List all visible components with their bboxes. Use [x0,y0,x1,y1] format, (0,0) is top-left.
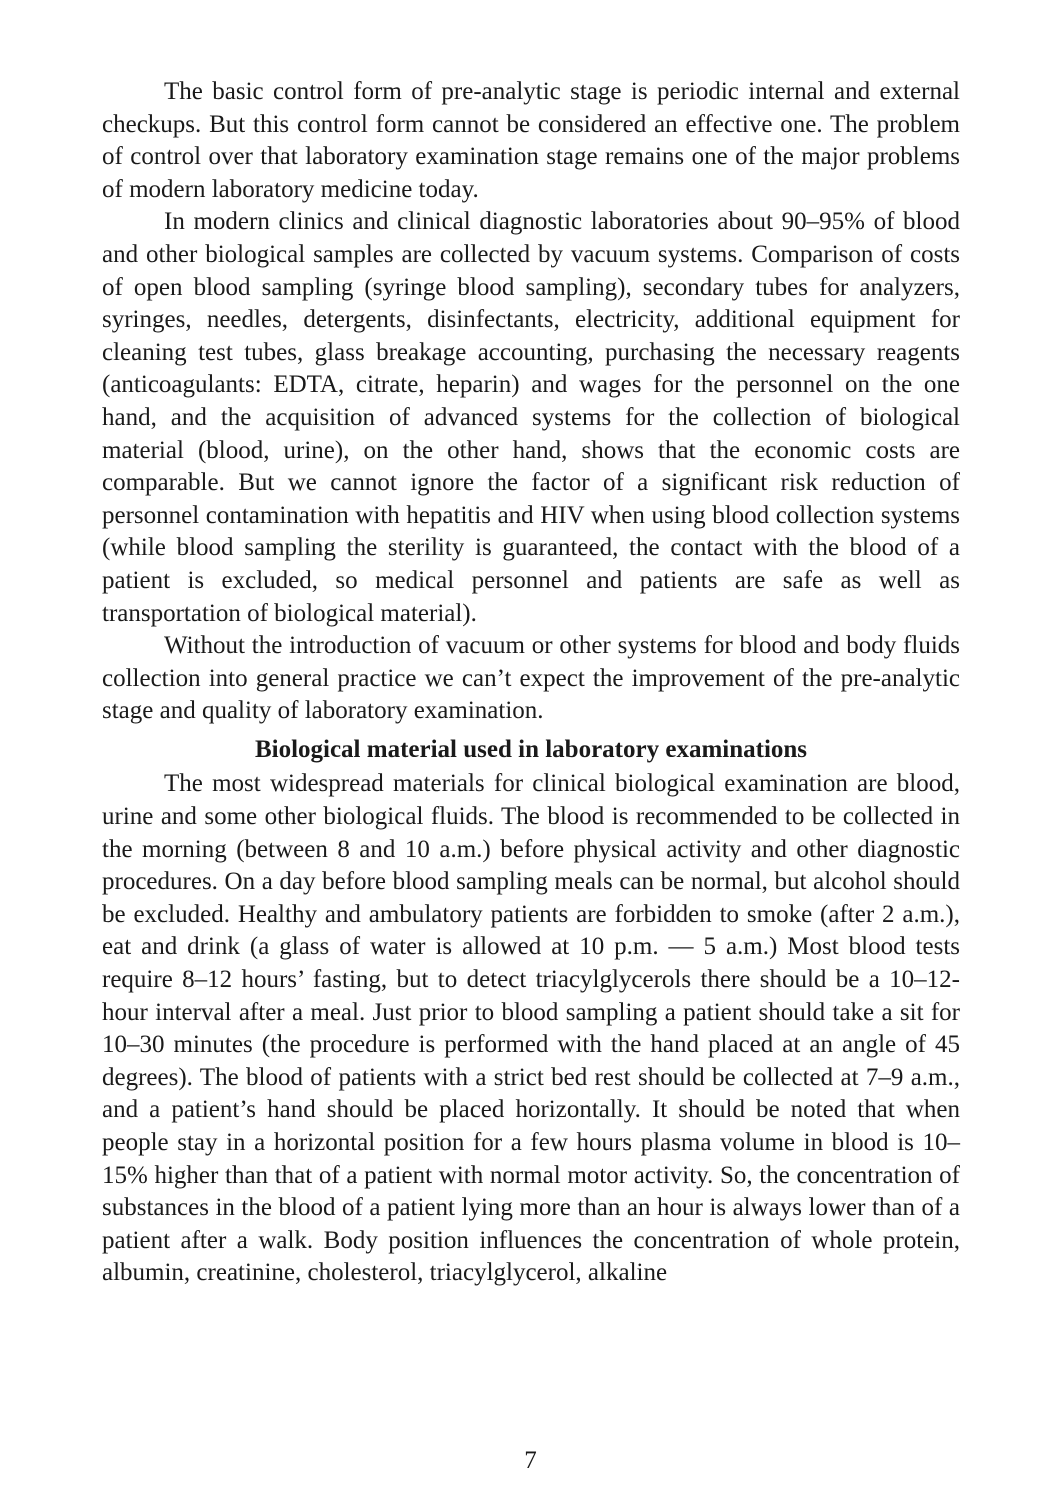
paragraph-biological-material: The most widespread materials for clinical biological examination are blood, urine and some other biological fluids. The blood is recommended to be collected in the morning (between 8 and 10 a.m.) before physical activity and other diagnostic procedures. On a day before blood sampling meals can be normal, but alcohol should be excluded. Healthy and ambulatory patients are forbidden to smoke (after 2 a.m.), eat and drink (a glass of water is allowed at 10 p.m. — 5 a.m.) Most blood tests require 8–12 hours’ fasting, but to detect triacylglycerols there should be a 10–12-hour interval after a meal. Just prior to blood sampling a patient should take a sit for 10–30 minutes (the procedure is performed with the hand placed at an angle of 45 degrees). The blood of patients with a strict bed rest should be collected at 7–9 a.m., and a patient’s hand should be placed horizontally. It should be noted that when people stay in a horizontal position for a few hours plasma volume in blood is 10–15% higher than that of a patient with normal motor activity. So, the concentration of substances in the blood of a patient lying more than an hour is always lower than of a patient after a walk. Body position influences the concentration of whole protein, albumin, creatinine, cholesterol, triacylglycerol, alkaline [102,770,960,1287]
page-body [102,76,960,1290]
page-number: 7 [524,1447,537,1474]
paragraph-vacuum-systems: In modern clinics and clinical diagnostic laboratories about 90–95% of blood and other biological samples are collected by vacuum systems. Comparison of costs of open blood sampling (syringe blood sampling), secondary tubes for analyzers, syringes, needles, detergents, disinfectants, electricity, additional equipment for cleaning test tubes, glass breakage accounting, purchasing the necessary reagents (anticoagulants: EDTA, citrate, heparin) and wages for the personnel on the one hand, and the acquisition of advanced systems for the collection of biological material (blood, urine), on the other hand, shows that the economic costs are comparable. But we cannot ignore the factor of a significant risk reduction of personnel contamination with hepatitis and HIV when using blood collection systems (while blood sampling the sterility is guaranteed, the contact with the blood of a patient is excluded, so medical personnel and patients are safe as well as transportation of biological material). [102,208,960,627]
paragraph-introduction: Without the introduction of vacuum or other systems for blood and body fluids collection into general practice we can’t expect the improvement of the pre-analytic stage and quality of laboratory examination. [102,632,960,725]
section-heading: Biological material used in laboratory examinations [254,735,808,763]
paragraph-control-form: The basic control form of pre-analytic stage is periodic internal and external checkups. But this control form cannot be considered an effective one. The problem of control over that laboratory examination stage remains one of the major problems of modern laboratory medicine today. [102,78,960,203]
